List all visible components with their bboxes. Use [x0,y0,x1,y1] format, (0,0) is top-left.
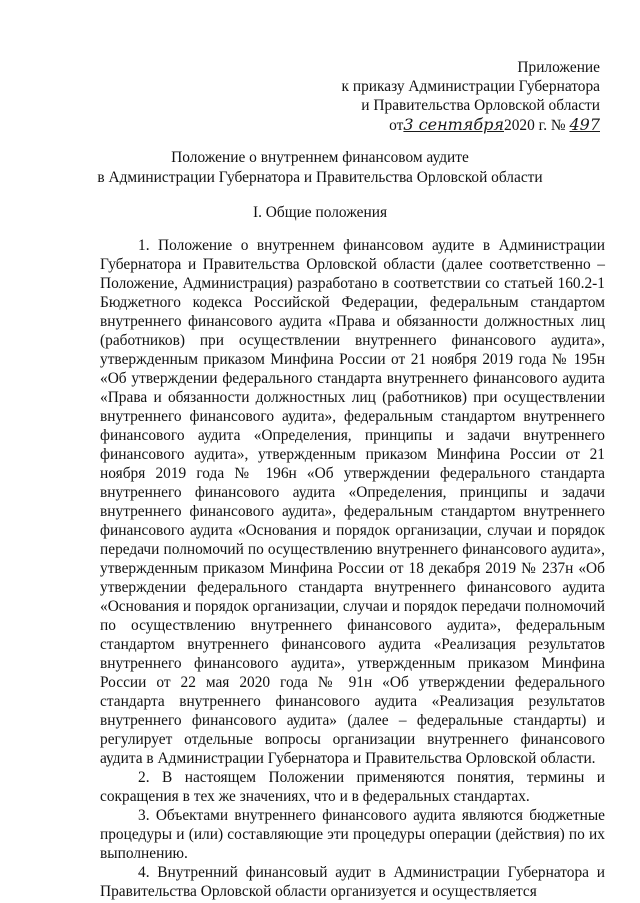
annex-title: Приложение [517,59,600,76]
date-year: 2020 г. № [504,117,566,134]
annex-order-line: к приказу Администрации Губернатора [341,78,600,95]
annex-authority-line: и Правительства Орловской области [361,97,600,114]
section-heading: I. Общие положения [252,204,388,221]
annex-block [330,58,600,135]
handwritten-date: 3 сентября [403,115,504,134]
handwritten-number: 497 [569,115,600,134]
annex-date-line [330,115,600,135]
paragraph-2: 2. В настоящем Положении применяются понятия, термины и сокращения в тех же значениях, что и в федеральных стандартах. [100,769,605,805]
paragraph-4: 4. Внутренний финансовый аудит в Администрации Губернатора и Правительства Орловской области организуется и осуществляется [100,864,605,900]
date-prefix: от [389,117,404,134]
document-title [0,148,640,188]
document-body [100,236,605,901]
title-line-2: в Администрации Губернатора и Правительства Орловской области [97,169,543,186]
title-line-1: Положение о внутреннем финансовом аудите [171,149,469,166]
paragraph-1: 1. Положение о внутреннем финансовом аудите в Администрации Губернатора и Правительства Орловской области (далее соответственно – Положение, Администрация) разработано в соответствии со статьей 160.2-1 Бюджетного кодекса Российской Федерации, федеральным стандартом внутреннего финансового аудита «Права и обязанности должностных лиц (работников) при осуществлении внутреннего финансового аудита», утвержденным приказом Минфина России от 21 ноября 2019 года № 195н «Об утверждении федерального стандарта внутреннего финансового аудита «Права и обязанности должностных лиц (работников) при осуществлении внутреннего финансового аудита», федеральным стандартом внутреннего финансового аудита «Определения, принципы и задачи внутреннего финансового аудита», утвержденным приказом Минфина России от 21 ноября 2019 года № 196н «Об утверждении федерального стандарта внутреннего финансового аудита «Определения, принципы и задачи внутреннего финансового аудита», федеральным стандартом внутреннего финансового аудита «Основания и порядок организации, случаи и порядок передачи полномочий по осуществлению внутреннего финансового аудита», утвержденным приказом Минфина России от 18 декабря 2019 № 237н «Об утверждении федерального стандарта внутреннего финансового аудита «Основания и порядок организации, случаи и порядок передачи полномочий по осуществлению внутреннего финансового аудита», федеральным стандартом внутреннего финансового аудита «Реализация результатов внутреннего финансового аудита», утвержденным приказом Минфина России от 22 мая 2020 года № 91н «Об утверждении федерального стандарта внутреннего финансового аудита «Реализация результатов внутреннего финансового аудита» (далее – федеральные стандарты) и регулирует отдельные вопросы организации внутреннего финансового аудита в Администрации Губернатора и Правительства Орловской области. [100,237,605,767]
paragraph-3: 3. Объектами внутреннего финансового аудита являются бюджетные процедуры и (или) составляющие эти процедуры операции (действия) по их выполнению. [100,807,605,862]
